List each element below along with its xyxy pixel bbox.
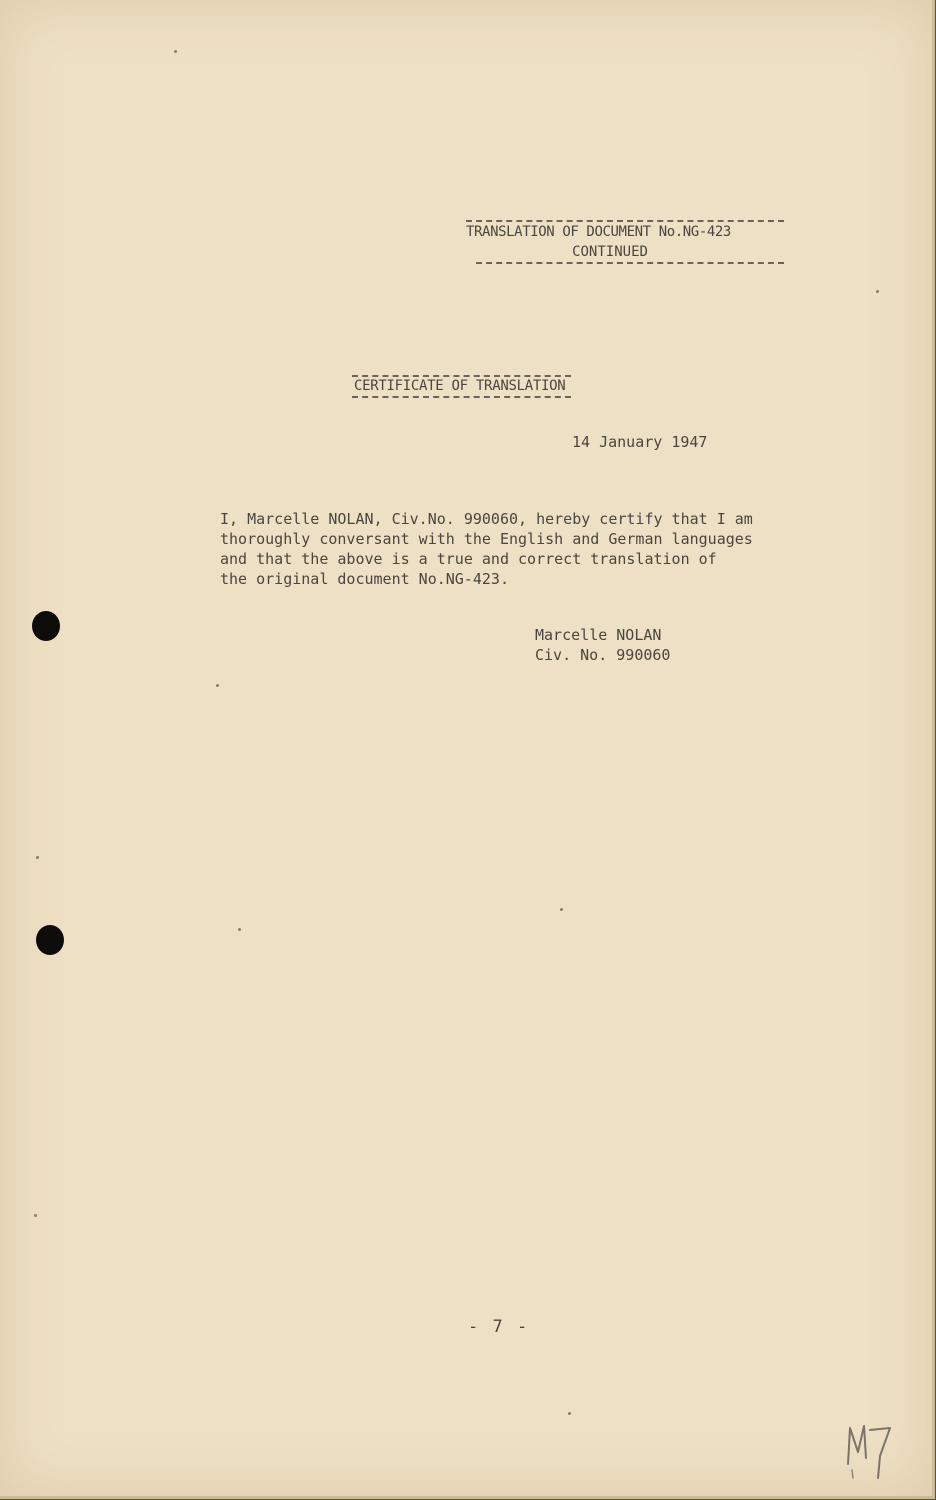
signatory-civ-number: Civ. No. 990060 <box>535 646 671 664</box>
certification-statement <box>220 509 800 589</box>
paper-speck <box>34 1214 37 1217</box>
paper-speck <box>36 856 39 859</box>
paper-speck <box>238 928 241 931</box>
handwritten-page-mark <box>844 1418 900 1482</box>
header-title: TRANSLATION OF DOCUMENT No.NG-423 <box>466 220 784 242</box>
statement-line: and that the above is a true and correct translation of <box>220 550 717 568</box>
signature-block <box>535 625 670 665</box>
paper-speck <box>568 1412 571 1415</box>
statement-line: thoroughly conversant with the English and German languages <box>220 530 753 548</box>
header-underline <box>476 262 784 264</box>
punch-hole <box>32 611 60 641</box>
certificate-date: 14 January 1947 <box>572 433 708 451</box>
paper-speck <box>174 50 177 53</box>
header-continued: CONTINUED <box>572 244 648 260</box>
page-number: - 7 - <box>468 1317 530 1337</box>
statement-line: the original document No.NG-423. <box>220 570 509 588</box>
paper-speck <box>216 684 219 687</box>
punch-hole <box>36 925 64 955</box>
document-header <box>466 220 784 264</box>
paper-speck <box>876 290 879 293</box>
statement-line: I, Marcelle NOLAN, Civ.No. 990060, hereby certify that I am <box>220 510 753 528</box>
certificate-title: CERTIFICATE OF TRANSLATION <box>352 375 571 398</box>
signatory-name: Marcelle NOLAN <box>535 626 662 644</box>
paper-speck <box>560 908 563 911</box>
